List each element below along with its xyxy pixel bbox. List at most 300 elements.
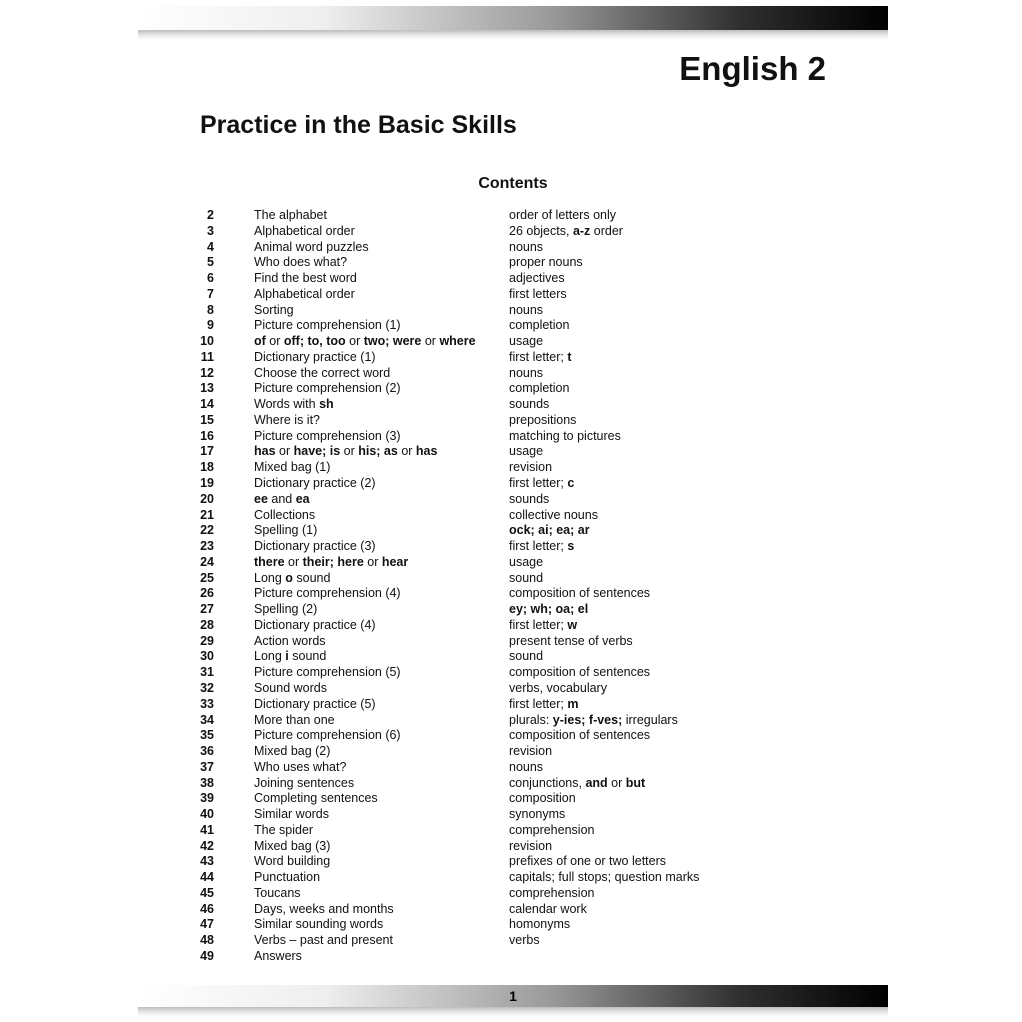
- text-segment: two; were: [363, 334, 422, 349]
- text-segment: Picture comprehension (1): [254, 318, 401, 333]
- text-segment: sound: [509, 649, 544, 664]
- toc-description: [509, 460, 552, 476]
- text-segment: Answers: [254, 948, 302, 963]
- text-segment: Action words: [254, 633, 326, 648]
- toc-row: [188, 697, 838, 713]
- toc-title: [254, 634, 326, 650]
- toc-title: [254, 649, 326, 665]
- toc-row: [188, 586, 838, 602]
- toc-description: [509, 697, 578, 713]
- toc-description: [509, 224, 623, 240]
- toc-page-number: 25: [200, 570, 214, 585]
- table-of-contents: [188, 208, 838, 965]
- toc-page-number: 21: [200, 507, 214, 522]
- text-segment: c: [567, 476, 575, 491]
- toc-description: [509, 602, 588, 618]
- text-segment: revision: [509, 744, 553, 759]
- text-segment: sound: [292, 570, 331, 585]
- text-segment: capitals; full stops; question marks: [509, 870, 700, 885]
- text-segment: irregulars: [622, 712, 678, 727]
- toc-page-number: 17: [200, 444, 214, 459]
- text-segment: Find the best word: [254, 271, 357, 286]
- toc-page-number: 28: [200, 617, 214, 632]
- toc-page-number: 36: [200, 744, 214, 759]
- contents-heading-wrap: [138, 175, 888, 193]
- toc-row: [188, 271, 838, 287]
- toc-row: [188, 571, 838, 587]
- toc-row: [188, 760, 838, 776]
- toc-title: [254, 586, 401, 602]
- text-segment: w: [567, 617, 578, 632]
- text-segment: Long: [254, 649, 286, 664]
- text-segment: Spelling (1): [254, 523, 318, 538]
- toc-title: [254, 397, 334, 413]
- toc-title: [254, 555, 408, 571]
- text-segment: present tense of verbs: [509, 633, 633, 648]
- toc-description: [509, 634, 633, 650]
- text-segment: Who does what?: [254, 255, 348, 270]
- text-segment: i: [285, 649, 289, 664]
- text-segment: first letter;: [509, 349, 568, 364]
- text-segment: or: [265, 334, 284, 349]
- toc-title: [254, 760, 346, 776]
- toc-description: [509, 571, 543, 587]
- text-segment: or: [345, 334, 364, 349]
- text-segment: or: [340, 444, 359, 459]
- text-segment: Who uses what?: [254, 759, 347, 774]
- toc-description: [509, 208, 616, 224]
- toc-row: [188, 555, 838, 571]
- text-segment: Dictionary practice (5): [254, 696, 376, 711]
- text-segment: m: [567, 696, 579, 711]
- text-segment: sound: [509, 570, 544, 585]
- toc-row: [188, 334, 838, 350]
- toc-description: [509, 886, 594, 902]
- text-segment: Spelling (2): [254, 602, 318, 617]
- toc-page-number: 15: [200, 412, 214, 427]
- toc-description: [509, 555, 543, 571]
- text-segment: there: [254, 554, 285, 569]
- toc-description: [509, 240, 543, 256]
- toc-page-number: 5: [207, 255, 214, 270]
- text-segment: comprehension: [509, 822, 595, 837]
- text-segment: nouns: [509, 365, 544, 380]
- toc-title: [254, 303, 294, 319]
- toc-row: [188, 665, 838, 681]
- toc-page-number: 38: [200, 775, 214, 790]
- text-segment: Alphabetical order: [254, 286, 355, 301]
- toc-title: [254, 681, 327, 697]
- toc-row: [188, 791, 838, 807]
- toc-title: [254, 318, 401, 334]
- toc-row: [188, 429, 838, 445]
- toc-title: [254, 791, 378, 807]
- text-segment: Mixed bag (2): [254, 744, 331, 759]
- toc-description: [509, 839, 552, 855]
- text-segment: nouns: [509, 759, 544, 774]
- toc-page-number: 29: [200, 633, 214, 648]
- toc-page-number: 7: [207, 286, 214, 301]
- text-segment: first letter;: [509, 539, 568, 554]
- text-segment: or: [397, 444, 416, 459]
- toc-description: [509, 586, 650, 602]
- toc-row: [188, 681, 838, 697]
- text-segment: comprehension: [509, 885, 595, 900]
- toc-row: [188, 807, 838, 823]
- toc-description: [509, 917, 570, 933]
- toc-title: [254, 571, 330, 587]
- toc-page-number: 23: [200, 539, 214, 554]
- text-segment: ea: [295, 491, 310, 506]
- toc-page-number: 46: [200, 901, 214, 916]
- toc-page-number: 42: [200, 838, 214, 853]
- toc-title: [254, 523, 317, 539]
- toc-row: [188, 870, 838, 886]
- toc-description: [509, 649, 543, 665]
- toc-title: [254, 287, 355, 303]
- toc-row: [188, 902, 838, 918]
- text-segment: Choose the correct word: [254, 365, 391, 380]
- toc-description: [509, 287, 567, 303]
- toc-row: [188, 508, 838, 524]
- toc-description: [509, 255, 583, 271]
- toc-row: [188, 649, 838, 665]
- footer-band-shadow: [138, 1007, 888, 1017]
- toc-description: [509, 807, 565, 823]
- toc-title: [254, 665, 401, 681]
- text-segment: Long: [254, 570, 286, 585]
- toc-page-number: 13: [200, 381, 214, 396]
- toc-page-number: 48: [200, 933, 214, 948]
- toc-page-number: 44: [200, 870, 214, 885]
- text-segment: Words with: [254, 397, 320, 412]
- toc-page-number: 34: [200, 712, 214, 727]
- toc-row: [188, 539, 838, 555]
- toc-row: [188, 854, 838, 870]
- toc-row: [188, 618, 838, 634]
- toc-title: [254, 870, 320, 886]
- toc-title: [254, 444, 437, 460]
- toc-page-number: 20: [200, 491, 214, 506]
- text-segment: composition of sentences: [509, 728, 651, 743]
- text-segment: Mixed bag (1): [254, 460, 331, 475]
- text-segment: completion: [509, 318, 570, 333]
- text-segment: usage: [509, 554, 544, 569]
- toc-title: [254, 902, 394, 918]
- toc-row: [188, 476, 838, 492]
- toc-page-number: 35: [200, 728, 214, 743]
- toc-row: [188, 949, 838, 965]
- text-segment: Joining sentences: [254, 775, 355, 790]
- text-segment: have; is: [293, 444, 341, 459]
- text-segment: or: [284, 554, 303, 569]
- text-segment: their; here: [302, 554, 364, 569]
- text-segment: or: [363, 554, 382, 569]
- toc-description: [509, 776, 645, 792]
- text-segment: Mixed bag (3): [254, 838, 331, 853]
- text-segment: sh: [319, 397, 334, 412]
- toc-title: [254, 602, 317, 618]
- toc-row: [188, 602, 838, 618]
- toc-title: [254, 839, 330, 855]
- toc-page-number: 4: [207, 239, 214, 254]
- toc-title: [254, 917, 383, 933]
- text-segment: or: [607, 775, 626, 790]
- text-segment: and: [585, 775, 608, 790]
- toc-row: [188, 255, 838, 271]
- text-segment: where: [439, 334, 476, 349]
- text-segment: ee: [254, 491, 268, 506]
- text-segment: prefixes of one or two letters: [509, 854, 667, 869]
- toc-title: [254, 334, 476, 350]
- toc-title: [254, 744, 330, 760]
- toc-page-number: 39: [200, 791, 214, 806]
- toc-description: [509, 933, 540, 949]
- toc-description: [509, 854, 666, 870]
- toc-description: [509, 334, 543, 350]
- toc-row: [188, 413, 838, 429]
- text-segment: ock; ai; ea; ar: [509, 523, 590, 538]
- toc-description: [509, 744, 552, 760]
- text-segment: first letters: [509, 286, 567, 301]
- toc-row: [188, 303, 838, 319]
- toc-row: [188, 460, 838, 476]
- toc-row: [188, 523, 838, 539]
- toc-title: [254, 539, 376, 555]
- toc-row: [188, 776, 838, 792]
- text-segment: Collections: [254, 507, 316, 522]
- text-segment: The spider: [254, 822, 314, 837]
- text-segment: prepositions: [509, 412, 577, 427]
- toc-page-number: 43: [200, 854, 214, 869]
- text-segment: Similar sounding words: [254, 917, 384, 932]
- toc-row: [188, 287, 838, 303]
- toc-row: [188, 208, 838, 224]
- text-segment: order of letters only: [509, 208, 616, 222]
- toc-row: [188, 240, 838, 256]
- text-segment: Completing sentences: [254, 791, 378, 806]
- text-segment: collective nouns: [509, 507, 598, 522]
- toc-page-number: 37: [200, 759, 214, 774]
- toc-title: [254, 460, 330, 476]
- text-segment: s: [567, 539, 575, 554]
- toc-description: [509, 413, 576, 429]
- text-segment: Picture comprehension (4): [254, 586, 401, 601]
- page-subtitle: Practice in the Basic Skills: [200, 111, 517, 139]
- text-segment: Where is it?: [254, 412, 320, 427]
- toc-page-number: 18: [200, 460, 214, 475]
- toc-page-number: 26: [200, 586, 214, 601]
- document-page: [138, 4, 888, 1022]
- toc-description: [509, 618, 577, 634]
- toc-row: [188, 744, 838, 760]
- text-segment: Picture comprehension (6): [254, 728, 401, 743]
- text-segment: Dictionary practice (4): [254, 617, 376, 632]
- text-segment: composition of sentences: [509, 665, 651, 680]
- text-segment: Dictionary practice (3): [254, 539, 376, 554]
- toc-page-number: 32: [200, 680, 214, 695]
- toc-title: [254, 508, 315, 524]
- text-segment: matching to pictures: [509, 428, 621, 443]
- text-segment: has: [254, 444, 276, 459]
- toc-description: [509, 429, 621, 445]
- page-number: 1: [509, 988, 517, 1004]
- toc-description: [509, 350, 572, 366]
- text-segment: Verbs – past and present: [254, 933, 393, 948]
- toc-title: [254, 854, 330, 870]
- text-segment: a-z: [572, 223, 591, 238]
- toc-row: [188, 350, 838, 366]
- toc-row: [188, 886, 838, 902]
- text-segment: ey; wh; oa; el: [509, 602, 589, 617]
- text-segment: More than one: [254, 712, 335, 727]
- toc-description: [509, 713, 678, 729]
- text-segment: usage: [509, 334, 544, 349]
- text-segment: or: [275, 444, 294, 459]
- toc-title: [254, 240, 369, 256]
- text-segment: calendar work: [509, 901, 587, 916]
- header-band: [138, 6, 888, 30]
- toc-description: [509, 366, 543, 382]
- toc-title: [254, 255, 347, 271]
- text-segment: Punctuation: [254, 870, 321, 885]
- toc-page-number: 24: [200, 554, 214, 569]
- toc-description: [509, 791, 576, 807]
- text-segment: Days, weeks and months: [254, 901, 394, 916]
- toc-description: [509, 318, 569, 334]
- toc-description: [509, 728, 650, 744]
- text-segment: Animal word puzzles: [254, 239, 369, 254]
- text-segment: his; as: [358, 444, 398, 459]
- toc-row: [188, 713, 838, 729]
- toc-title: [254, 949, 302, 965]
- text-segment: Picture comprehension (2): [254, 381, 401, 396]
- text-segment: o: [285, 570, 293, 585]
- toc-description: [509, 665, 650, 681]
- toc-row: [188, 634, 838, 650]
- toc-description: [509, 760, 543, 776]
- text-segment: homonyms: [509, 917, 571, 932]
- toc-description: [509, 508, 598, 524]
- toc-title: [254, 413, 320, 429]
- toc-description: [509, 681, 607, 697]
- toc-description: [509, 539, 574, 555]
- toc-description: [509, 397, 549, 413]
- text-segment: but: [625, 775, 646, 790]
- toc-title: [254, 429, 401, 445]
- toc-page-number: 40: [200, 807, 214, 822]
- toc-row: [188, 839, 838, 855]
- toc-title: [254, 933, 393, 949]
- text-segment: proper nouns: [509, 255, 583, 270]
- text-segment: off; to, too: [283, 334, 346, 349]
- text-segment: first letter;: [509, 617, 568, 632]
- text-segment: verbs: [509, 933, 540, 948]
- toc-page-number: 16: [200, 428, 214, 443]
- text-segment: plurals:: [509, 712, 553, 727]
- text-segment: 26 objects,: [509, 223, 573, 238]
- toc-row: [188, 823, 838, 839]
- toc-page-number: 11: [200, 349, 214, 364]
- toc-title: [254, 713, 335, 729]
- toc-description: [509, 303, 543, 319]
- text-segment: nouns: [509, 239, 544, 254]
- toc-description: [509, 870, 699, 886]
- toc-title: [254, 823, 313, 839]
- text-segment: hear: [381, 554, 409, 569]
- toc-page-number: 47: [200, 917, 214, 932]
- toc-description: [509, 271, 565, 287]
- toc-title: [254, 728, 401, 744]
- text-segment: Dictionary practice (1): [254, 349, 376, 364]
- text-segment: conjunctions,: [509, 775, 586, 790]
- toc-page-number: 33: [200, 696, 214, 711]
- text-segment: Word building: [254, 854, 331, 869]
- toc-description: [509, 823, 594, 839]
- toc-title: [254, 224, 355, 240]
- toc-page-number: 19: [200, 476, 214, 491]
- toc-title: [254, 492, 310, 508]
- toc-page-number: 6: [207, 271, 214, 286]
- toc-description: [509, 381, 569, 397]
- book-title: English 2: [679, 50, 826, 87]
- toc-title: [254, 271, 357, 287]
- toc-row: [188, 318, 838, 334]
- text-segment: sounds: [509, 397, 550, 412]
- toc-title: [254, 886, 301, 902]
- text-segment: synonyms: [509, 807, 566, 822]
- text-segment: usage: [509, 444, 544, 459]
- toc-row: [188, 728, 838, 744]
- toc-page-number: 31: [200, 665, 214, 680]
- toc-page-number: 27: [200, 602, 214, 617]
- text-segment: nouns: [509, 302, 544, 317]
- toc-row: [188, 366, 838, 382]
- text-segment: Similar words: [254, 807, 330, 822]
- text-segment: revision: [509, 838, 553, 853]
- toc-row: [188, 444, 838, 460]
- toc-page-number: 49: [200, 948, 214, 963]
- text-segment: Picture comprehension (3): [254, 428, 401, 443]
- text-segment: verbs, vocabulary: [509, 680, 607, 695]
- text-segment: composition: [509, 791, 576, 806]
- text-segment: revision: [509, 460, 553, 475]
- toc-page-number: 30: [200, 649, 214, 664]
- toc-description: [509, 523, 590, 539]
- text-segment: sound: [288, 649, 327, 664]
- toc-row: [188, 492, 838, 508]
- toc-title: [254, 366, 390, 382]
- toc-page-number: 10: [200, 334, 214, 349]
- text-segment: composition of sentences: [509, 586, 651, 601]
- toc-page-number: 2: [207, 208, 214, 222]
- text-segment: of: [254, 334, 266, 349]
- text-segment: t: [567, 349, 572, 364]
- toc-page-number: 12: [200, 365, 214, 380]
- toc-row: [188, 224, 838, 240]
- text-segment: Sorting: [254, 302, 294, 317]
- text-segment: adjectives: [509, 271, 565, 286]
- toc-title: [254, 381, 401, 397]
- toc-description: [509, 492, 549, 508]
- toc-page-number: 45: [200, 885, 214, 900]
- text-segment: has: [415, 444, 438, 459]
- toc-description: [509, 444, 543, 460]
- toc-page-number: 8: [207, 302, 214, 317]
- text-segment: order: [590, 223, 623, 238]
- toc-description: [509, 902, 587, 918]
- toc-title: [254, 476, 376, 492]
